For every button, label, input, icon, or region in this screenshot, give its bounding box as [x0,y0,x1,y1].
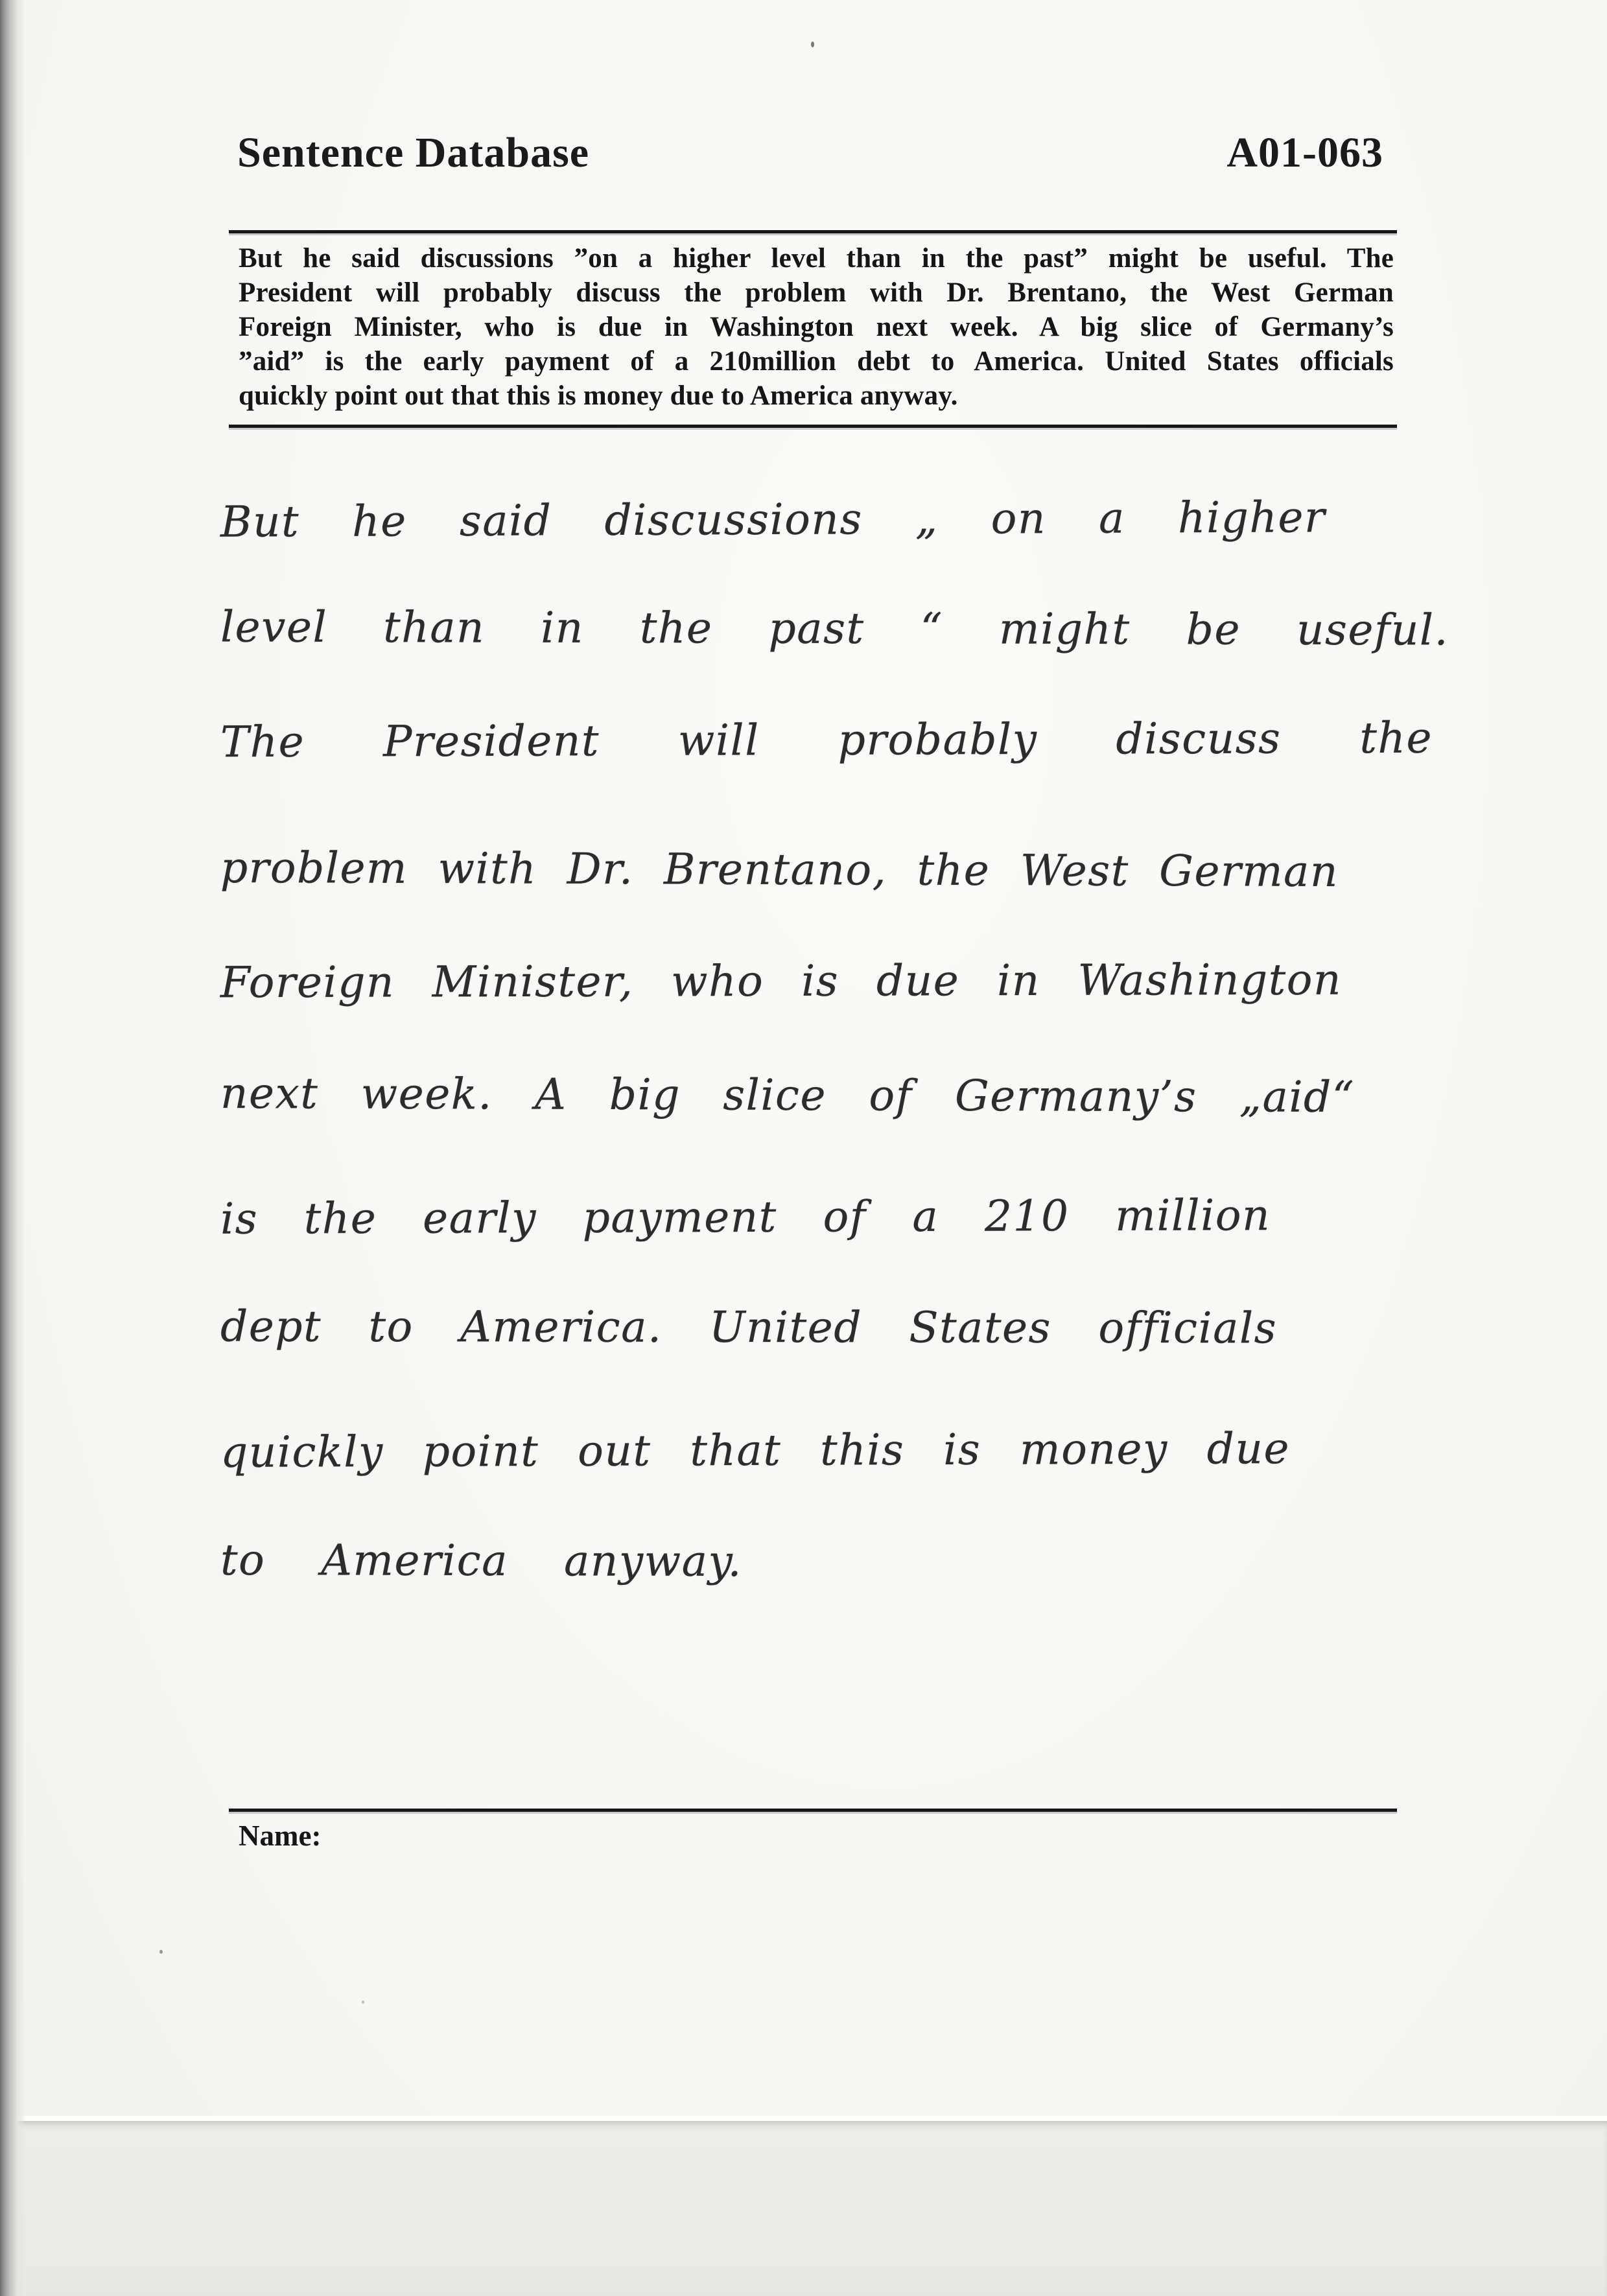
handwriting-line: is the early payment of a 210 million [220,1190,1271,1244]
handwriting-line: level than in the past “ might be useful. [220,602,1449,655]
handwriting-line: Foreign Minister, who is due in Washington [220,954,1343,1008]
printed-line: President will probably discuss the problem with Dr. Brentano, the West German [239,277,1394,308]
name-rule [229,1809,1397,1812]
printed-line: quickly point out that this is money due to America anyway. [239,381,958,411]
scanner-bed-area [0,2121,1607,2296]
handwriting-line: But he said discussions „ on a higher [220,492,1326,547]
mid-rule [229,425,1397,428]
handwriting-line: next week. A big slice of Germany’s „aid“ [220,1068,1355,1123]
printed-line: Foreign Minister, who is due in Washington next week. A big slice of Germany’s [239,312,1394,342]
handwriting-line: The President will probably discuss the [220,712,1433,767]
handwriting-line: quickly point out that this is money due [220,1423,1291,1477]
handwriting-line: to America anyway. [220,1534,743,1587]
scan-speck [159,1950,163,1954]
top-rule [229,230,1397,233]
paper-bottom-edge [0,2116,1607,2121]
form-id: A01-063 [1226,129,1383,176]
scan-speck [362,2000,364,2004]
page-title: Sentence Database [237,129,590,176]
handwriting-line: dept to America. United States officials [220,1301,1278,1353]
printed-line: But he said discussions ”on a higher level than in the past” might be useful. The [239,243,1394,274]
printed-line: ”aid” is the early payment of a 210million debt to America. United States officials [239,346,1394,377]
scan-speck [811,41,814,47]
handwriting-line: problem with Dr. Brentano, the West German [220,842,1339,897]
scan-edge-shadow [0,0,26,2296]
name-label: Name: [239,1820,322,1852]
printed-paragraph [239,241,1394,413]
